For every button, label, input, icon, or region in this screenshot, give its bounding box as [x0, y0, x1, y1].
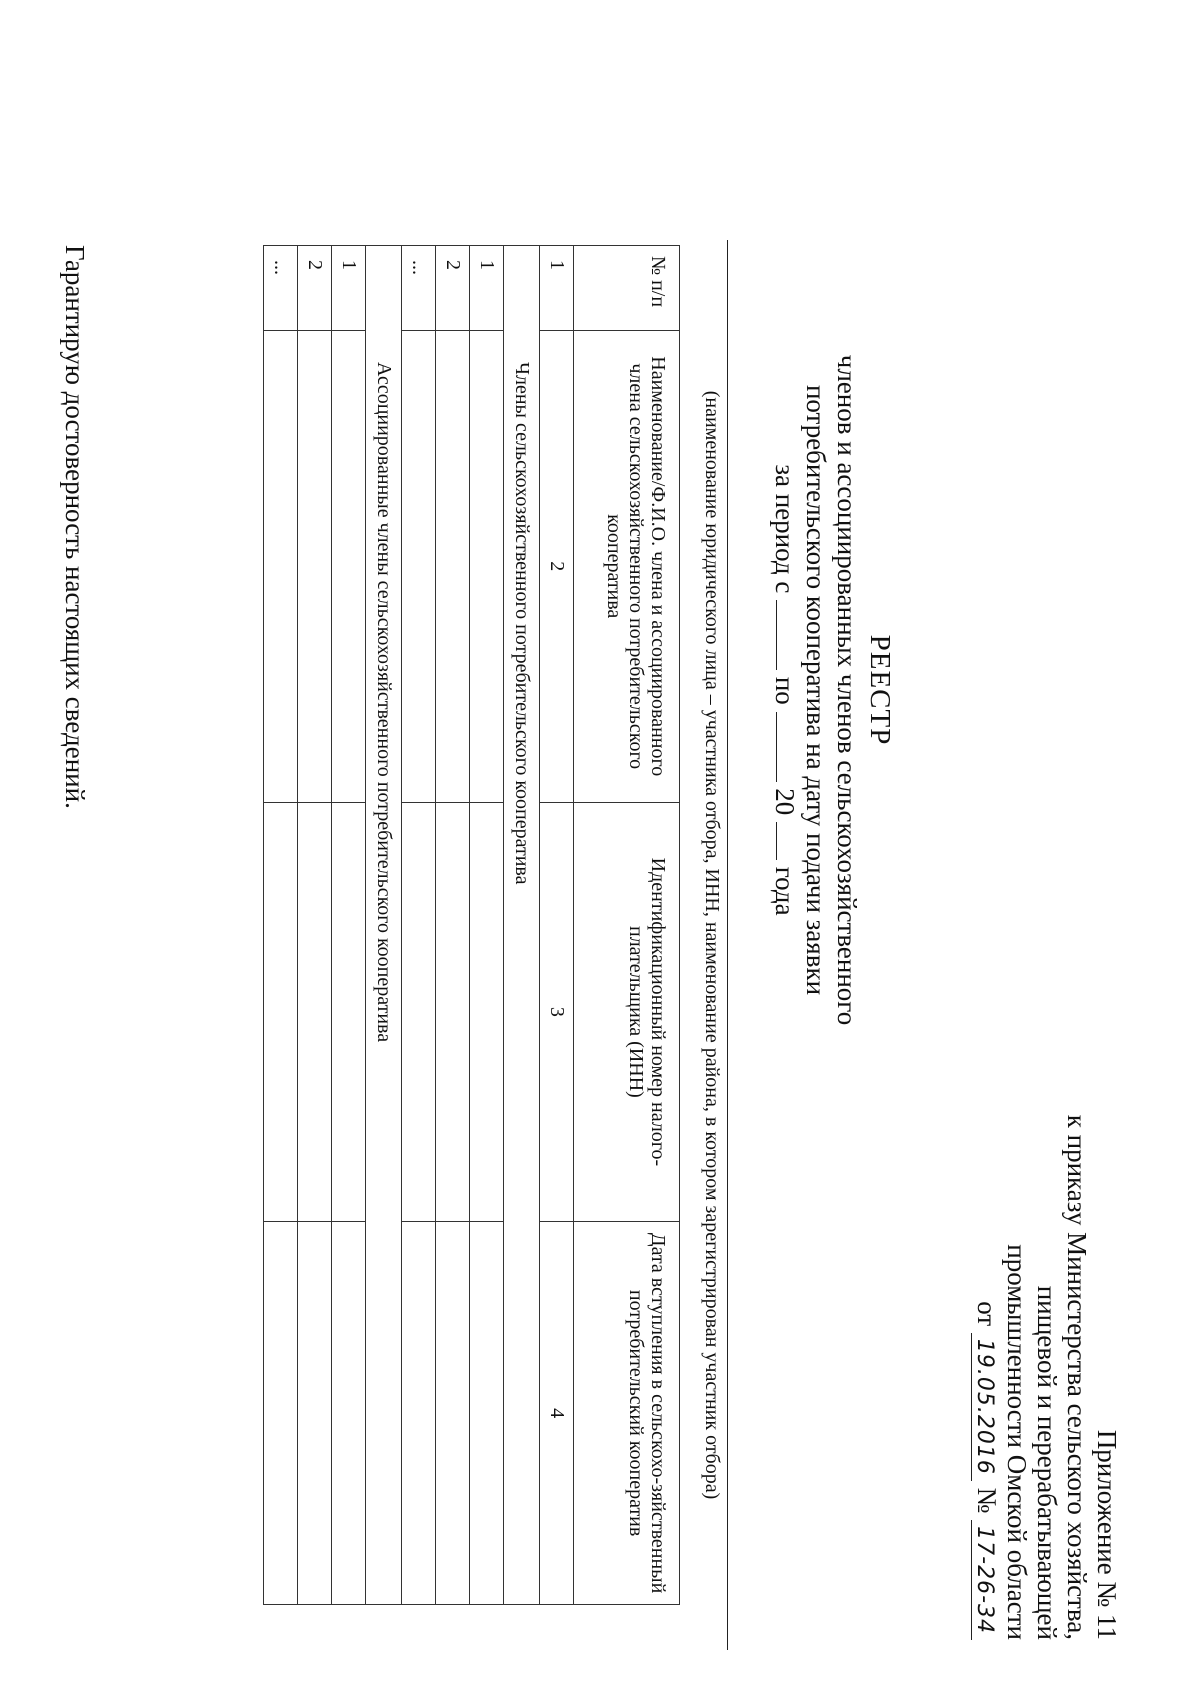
date-prefix: от — [972, 1301, 1002, 1327]
period-line — [769, 310, 800, 1070]
registry-table — [263, 245, 680, 1605]
inn-cell[interactable] — [332, 802, 366, 1222]
header-number: № п/п — [574, 246, 680, 331]
appendix-region-line: промышленности Омской области — [1002, 1244, 1032, 1640]
name-cell[interactable] — [470, 330, 504, 802]
row-number: ... — [264, 246, 298, 331]
number-prefix: № — [972, 1487, 1002, 1514]
section-associated-title: Ассоциированные члены сельскохозяйственного потребительского кооператива — [366, 246, 402, 1605]
period-year-blank — [776, 822, 799, 860]
section-associated-row — [366, 246, 402, 1605]
applicant-caption: (наименование юридического лица – участника отбора, ИНН, наименование района, в котором зарегистрирован участник отбора) — [701, 390, 723, 1500]
name-cell[interactable] — [436, 330, 470, 802]
document-title: РЕЕСТР — [864, 634, 896, 746]
join-date-cell[interactable] — [332, 1222, 366, 1605]
period-year-suffix: года — [770, 866, 800, 916]
period-to: по — [770, 676, 800, 705]
inn-cell[interactable] — [264, 802, 298, 1222]
table-row — [470, 246, 504, 1605]
table-row — [332, 246, 366, 1605]
name-cell[interactable] — [264, 330, 298, 802]
period-year-prefix: 20 — [770, 788, 800, 816]
title-line-1: членов и ассоциированных членов сельскохозяйственного — [832, 354, 862, 1026]
title-line-2: потребительского кооператива на дату подачи заявки — [801, 384, 831, 996]
join-date-cell[interactable] — [264, 1222, 298, 1605]
period-prefix: за период с — [770, 464, 800, 594]
header-join-date: Дата вступления в сельскохо-зяйственный потребительский кооператив — [574, 1222, 680, 1605]
row-number: 2 — [298, 246, 332, 331]
row-number: 1 — [332, 246, 366, 331]
header-inn: Идентификационный номер налого-плательщика (ИНН) — [574, 802, 680, 1222]
appendix-header — [969, 1000, 1122, 1640]
row-number: 2 — [436, 246, 470, 331]
appendix-ministry-line: пищевой и перерабатывающей — [1032, 1285, 1062, 1640]
name-cell[interactable] — [332, 330, 366, 802]
table-row — [436, 246, 470, 1605]
table-row — [402, 246, 436, 1605]
document-title-block — [769, 310, 895, 1070]
appendix-title: Приложение № 11 — [1092, 1429, 1122, 1640]
period-to-blank — [776, 712, 799, 782]
table-row — [298, 246, 332, 1605]
applicant-fill-line — [727, 240, 728, 1650]
column-number: 1 — [540, 246, 574, 331]
column-number: 2 — [540, 330, 574, 802]
header-name: Наименование/Ф.И.О. члена и ассоциированного члена сельскохозяйственного потребительского кооператива — [574, 330, 680, 802]
inn-cell[interactable] — [402, 802, 436, 1222]
appendix-order-line: к приказу Министерства сельского хозяйства, — [1062, 1114, 1092, 1640]
inn-cell[interactable] — [470, 802, 504, 1222]
name-cell[interactable] — [402, 330, 436, 802]
join-date-cell[interactable] — [402, 1222, 436, 1605]
inn-cell[interactable] — [298, 802, 332, 1222]
column-number: 4 — [540, 1222, 574, 1605]
section-members-title: Члены сельскохозяйственного потребительского кооператива — [504, 246, 540, 1605]
inn-cell[interactable] — [436, 802, 470, 1222]
name-cell[interactable] — [298, 330, 332, 802]
section-members-row — [504, 246, 540, 1605]
row-number: 1 — [470, 246, 504, 331]
handwritten-date: 19.05.2016 — [971, 1333, 997, 1481]
handwritten-number: 17-26-34 — [971, 1520, 997, 1640]
appendix-date-number-line — [969, 1000, 1002, 1640]
join-date-cell[interactable] — [298, 1222, 332, 1605]
row-number: ... — [402, 246, 436, 331]
join-date-cell[interactable] — [436, 1222, 470, 1605]
table-header-row — [574, 246, 680, 1605]
column-number-row — [540, 246, 574, 1605]
period-from-blank — [776, 600, 799, 670]
table-row — [264, 246, 298, 1605]
join-date-cell[interactable] — [470, 1222, 504, 1605]
column-number: 3 — [540, 802, 574, 1222]
guarantee-statement: Гарантирую достоверность настоящих сведений. — [60, 245, 90, 809]
